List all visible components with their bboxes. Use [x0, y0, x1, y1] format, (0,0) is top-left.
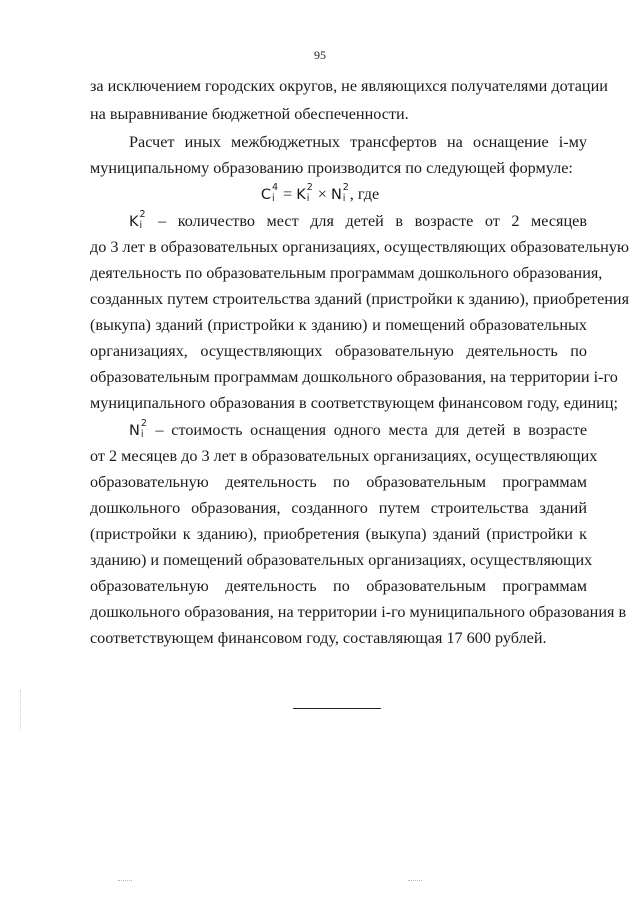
- def-n-line-4: дошкольного образования, созданного путем строительства зданий: [90, 499, 587, 517]
- formula-c-indices: [271, 184, 279, 204]
- formula-n-indices: [342, 184, 350, 204]
- formula-n-symbol: N: [330, 187, 342, 203]
- def-n-line-5: (пристройки к зданию), приобретения (выкупа) зданий (пристройки к: [90, 525, 587, 543]
- formula-n-sub: i: [342, 193, 346, 204]
- calc-line-2: муниципальному образованию производится по следующей формуле:: [90, 159, 573, 177]
- def-k-indices: [139, 211, 147, 231]
- def-n-line-3: образовательную деятельность по образовательным программам: [90, 473, 587, 491]
- scan-mark-left: [20, 690, 22, 730]
- def-n-text: – стоимость оснащения одного места для детей в возрасте: [147, 421, 587, 439]
- def-n-line-2: от 2 месяцев до 3 лет в образовательных организациях, осуществляющих: [90, 447, 598, 465]
- formula-c-symbol: C: [260, 187, 271, 203]
- formula-c-sub: i: [271, 193, 275, 204]
- def-n-sup: 2: [140, 418, 147, 429]
- def-k-line-1: [129, 211, 587, 232]
- formula-k-symbol: K: [296, 187, 306, 203]
- page-number: 95: [314, 48, 326, 62]
- def-k-line-6: организациях, осуществляющих образовательную деятельность по: [90, 342, 587, 360]
- formula-k-sub: i: [306, 193, 310, 204]
- formula-equals: =: [278, 185, 297, 203]
- def-k-text: – количество мест для детей в возрасте от 2 месяцев: [146, 212, 587, 230]
- def-n-line-6: зданию) и помещений образовательных организациях, осуществляющих: [90, 551, 593, 569]
- scan-speck-left: [118, 880, 132, 882]
- formula-tail: , где: [349, 185, 380, 203]
- def-n-line-8: дошкольного образования, на территории i-го муниципального образования в: [90, 603, 627, 621]
- formula-c-sup: 4: [271, 182, 278, 193]
- def-k-line-4: созданных путем строительства зданий (пристройки к зданию), приобретения: [90, 290, 630, 308]
- intro-line-1: за исключением городских округов, не являющихся получателями дотации: [90, 77, 608, 95]
- def-k-symbol: K: [129, 214, 139, 230]
- scan-speck-right: [408, 880, 422, 882]
- formula-k-indices: [306, 184, 314, 204]
- closing-rule: [293, 708, 381, 709]
- def-n-line-7: образовательную деятельность по образовательным программам: [90, 577, 587, 595]
- def-n-symbol: N: [129, 423, 140, 439]
- def-n-sub: i: [140, 429, 144, 440]
- def-k-line-2: до 3 лет в образовательных организациях, осуществляющих образовательную: [90, 238, 630, 256]
- formula-times: ×: [313, 185, 331, 203]
- calc-line-1: Расчет иных межбюджетных трансфертов на оснащение i-му: [129, 133, 587, 151]
- def-k-sub: i: [139, 220, 143, 231]
- def-k-line-7: образовательным программам дошкольного образования, на территории i-го: [90, 368, 618, 386]
- formula: [0, 184, 640, 205]
- def-n-line-1: [129, 420, 587, 441]
- def-k-line-3: деятельность по образовательным программам дошкольного образования,: [90, 264, 603, 282]
- formula-n-sup: 2: [342, 182, 349, 193]
- def-k-line-5: (выкупа) зданий (пристройки к зданию) и помещений образовательных: [90, 316, 587, 334]
- def-n-indices: [140, 420, 148, 440]
- def-k-sup: 2: [139, 209, 146, 220]
- intro-line-2: на выравнивание бюджетной обеспеченности.: [90, 105, 409, 123]
- def-n-line-9: соответствующем финансовом году, составляющая 17 600 рублей.: [90, 629, 547, 647]
- def-k-line-8: муниципального образования в соответствующем финансовом году, единиц;: [90, 394, 618, 412]
- formula-k-sup: 2: [306, 182, 313, 193]
